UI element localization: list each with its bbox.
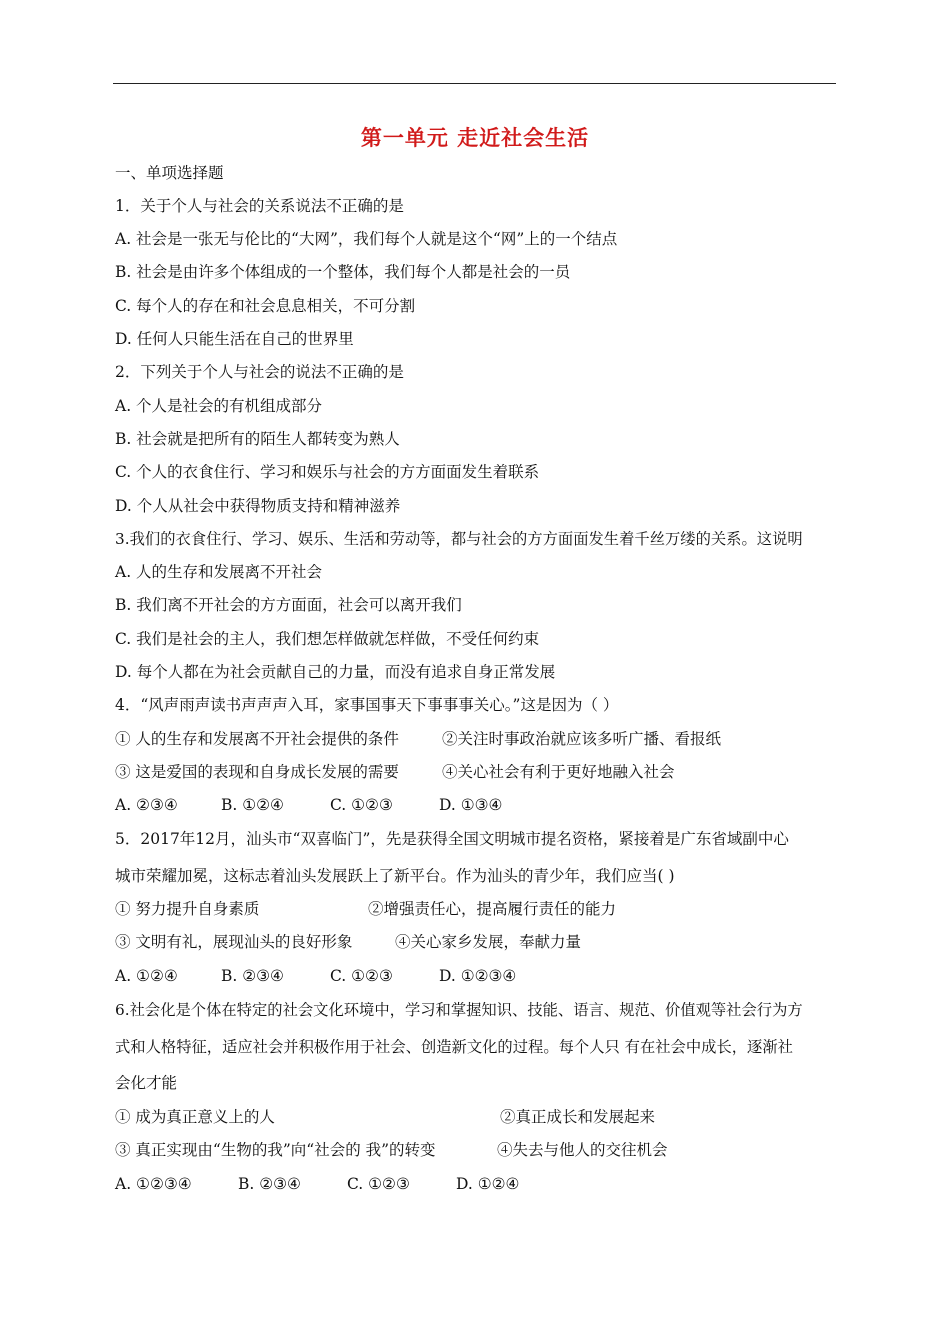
q5-option-b: B. ②③④ xyxy=(221,967,284,985)
unit-title: 第一单元 走近社会生活 xyxy=(360,126,590,150)
q6-option-c: C. ①②③ xyxy=(347,1175,410,1193)
q2-option-c: C. 个人的衣食住行、学习和娱乐与社会的方方面面发生着联系 xyxy=(115,463,540,481)
q4-option-c: C. ①②③ xyxy=(330,796,393,814)
q4-statement-3: ③ 这是爱国的表现和自身成长发展的需要 xyxy=(115,763,399,781)
q6-option-d: D. ①②④ xyxy=(456,1175,520,1193)
q6-stem-line-1: 6.社会化是个体在特定的社会文化环境中，学习和掌握知识、技能、语言、规范、价值观等社会行为方 xyxy=(115,1001,803,1019)
q5-option-d: D. ①②③④ xyxy=(439,967,517,985)
q5-stem-line-2: 城市荣耀加冕，这标志着汕头发展跃上了新平台。作为汕头的青少年，我们应当( ) xyxy=(115,867,675,885)
q6-statement-3: ③ 真正实现由“生物的我”向“社会的 我”的转变 xyxy=(115,1141,436,1159)
q2-option-d: D. 个人从社会中获得物质支持和精神滋养 xyxy=(115,497,401,515)
q6-option-b: B. ②③④ xyxy=(238,1175,301,1193)
q5-option-a: A. ①②④ xyxy=(115,967,178,985)
q5-statement-4: ④关心家乡发展，奉献力量 xyxy=(395,933,582,951)
q6-stem-line-3: 会化才能 xyxy=(115,1074,178,1092)
q4-statement-2: ②关注时事政治就应该多听广播、看报纸 xyxy=(442,730,722,748)
q1-option-a: A. 社会是一张无与伦比的“大网”，我们每个人就是这个“网”上的一个结点 xyxy=(115,230,618,248)
q3-option-a: A. 人的生存和发展离不开社会 xyxy=(115,563,323,581)
q5-statement-3: ③ 文明有礼，展现汕头的良好形象 xyxy=(115,933,353,951)
q4-option-b: B. ①②④ xyxy=(221,796,284,814)
q2-option-a: A. 个人是社会的有机组成部分 xyxy=(115,397,323,415)
q6-stem-line-2: 式和人格特征，适应社会并积极作用于社会、创造新文化的过程。每个人只 有在社会中成长，逐渐社 xyxy=(115,1038,793,1056)
q4-stem: 4．“风声雨声读书声声声入耳，家事国事天下事事事关心。”这是因为（ ） xyxy=(115,696,619,714)
q4-statement-4: ④关心社会有利于更好地融入社会 xyxy=(442,763,675,781)
q6-option-a: A. ①②③④ xyxy=(115,1175,192,1193)
section-heading: 一、单项选择题 xyxy=(115,164,224,182)
q5-statement-2: ②增强责任心，提高履行责任的能力 xyxy=(368,900,617,918)
q2-option-b: B. 社会就是把所有的陌生人都转变为熟人 xyxy=(115,430,400,448)
q5-option-c: C. ①②③ xyxy=(330,967,393,985)
header-rule xyxy=(113,83,836,84)
q6-statement-1: ① 成为真正意义上的人 xyxy=(115,1108,275,1126)
q5-stem-line-1: 5．2017年12月，汕头市“双喜临门”，先是获得全国文明城市提名资格，紧接着是广东省域副中心 xyxy=(115,830,789,848)
q3-option-c: C. 我们是社会的主人，我们想怎样做就怎样做，不受任何约束 xyxy=(115,630,540,648)
q5-statement-1: ① 努力提升自身素质 xyxy=(115,900,260,918)
q4-option-d: D. ①③④ xyxy=(439,796,503,814)
q2-stem: 2．下列关于个人与社会的说法不正确的是 xyxy=(115,363,404,381)
q1-stem: 1．关于个人与社会的关系说法不正确的是 xyxy=(115,197,404,215)
q1-option-c: C. 每个人的存在和社会息息相关，不可分割 xyxy=(115,297,416,315)
q4-option-a: A. ②③④ xyxy=(115,796,178,814)
q1-option-b: B. 社会是由许多个体组成的一个整体，我们每个人都是社会的一员 xyxy=(115,263,571,281)
q6-statement-4: ④失去与他人的交往机会 xyxy=(497,1141,668,1159)
q6-statement-2: ②真正成长和发展起来 xyxy=(500,1108,656,1126)
q4-statement-1: ① 人的生存和发展离不开社会提供的条件 xyxy=(115,730,399,748)
q3-stem: 3.我们的衣食住行、学习、娱乐、生活和劳动等，都与社会的方方面面发生着千丝万缕的关系。这说明 xyxy=(115,530,803,548)
q3-option-b: B. 我们离不开社会的方方面面，社会可以离开我们 xyxy=(115,596,462,614)
q3-option-d: D. 每个人都在为社会贡献自己的力量，而没有追求自身正常发展 xyxy=(115,663,556,681)
q1-option-d: D. 任何人只能生活在自己的世界里 xyxy=(115,330,354,348)
